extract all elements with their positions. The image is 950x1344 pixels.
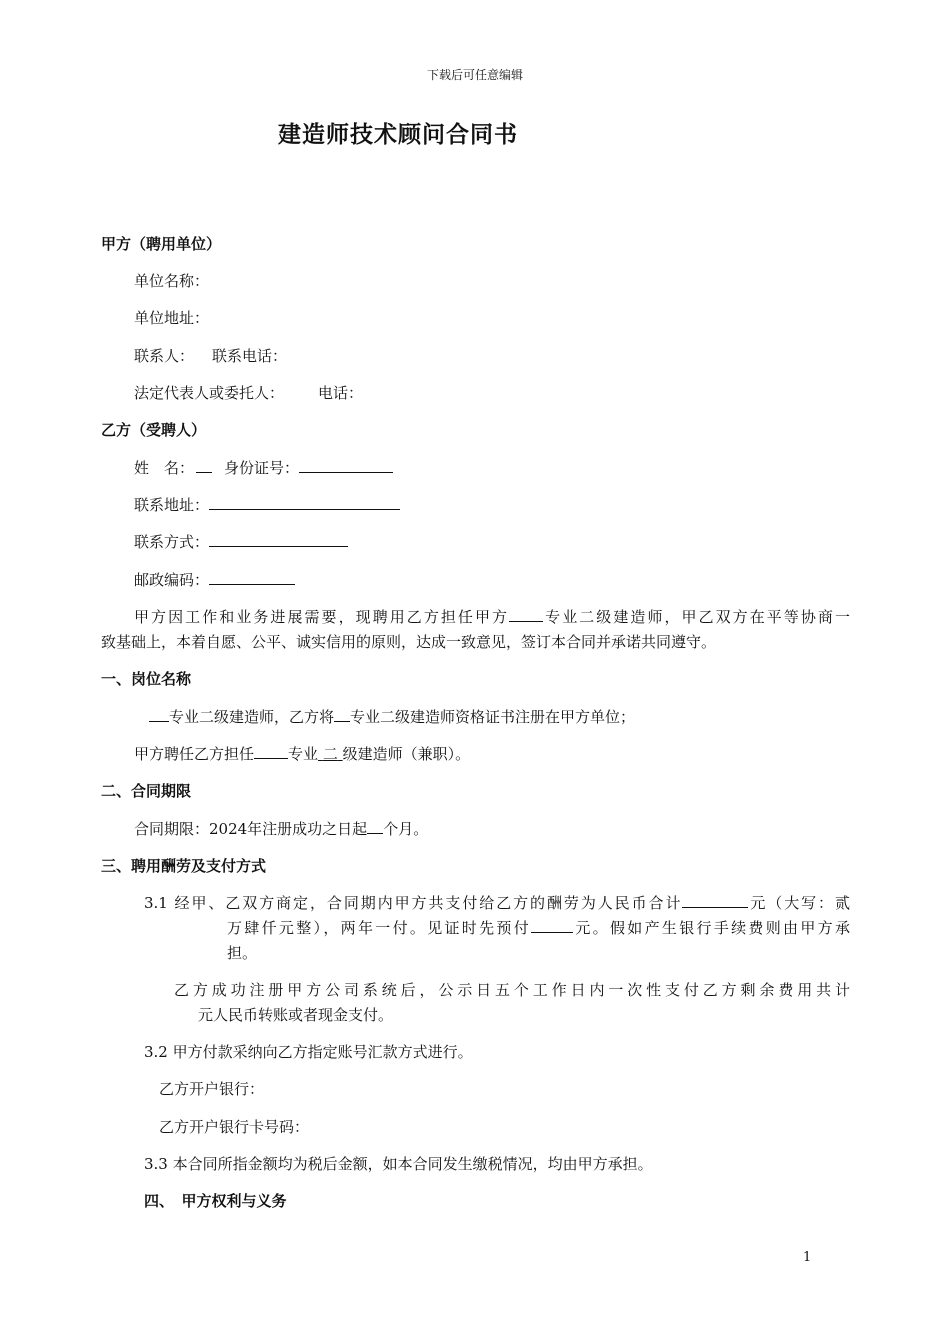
name-id-row xyxy=(134,457,393,478)
clause-3-2: 3.2 甲方付款采纳向乙方指定账号汇款方式进行。 xyxy=(144,1043,473,1061)
intro-major-blank[interactable] xyxy=(509,607,543,622)
clause-3-1-line-3: 担。 xyxy=(227,944,258,962)
party-b-heading: 乙方（受聘人） xyxy=(101,421,207,439)
page-number: 1 xyxy=(803,1250,812,1265)
legal-rep-row xyxy=(134,382,363,403)
id-blank[interactable] xyxy=(299,458,393,473)
party-a-heading: 甲方（聘用单位） xyxy=(101,235,222,253)
contact-row xyxy=(134,345,287,366)
prepay-blank[interactable] xyxy=(531,918,573,933)
contact-phone-label: 联系电话： xyxy=(212,347,288,365)
postcode-row xyxy=(134,569,295,590)
card-label: 乙方开户银行卡号码： xyxy=(159,1118,310,1136)
unit-name-label: 单位名称： xyxy=(134,272,210,290)
total-amount-blank[interactable] xyxy=(682,893,748,908)
section-1-line-1: 专业二级建造师，乙方将 专业二级建造师资格证书注册在甲方单位； xyxy=(149,706,635,727)
s1-major-blank-2[interactable] xyxy=(334,707,350,722)
phone-label: 电话： xyxy=(318,384,364,402)
contact-method-blank[interactable] xyxy=(209,532,348,547)
clause-3-1-line-2: 万肆仟元整），两年一付。见证时先预付 元。假如产生银行手续费则由甲方承 xyxy=(227,919,850,937)
section-3-heading: 三、聘用酬劳及支付方式 xyxy=(101,857,267,875)
s1-major-blank-1[interactable] xyxy=(149,707,169,722)
intro-line-2: 致基础上，本着自愿、公平、诚实信用的原则，达成一致意见，签订本合同并承诺共同遵守。 xyxy=(101,633,717,651)
s2-months-blank[interactable] xyxy=(367,819,383,834)
postcode-label: 邮政编码： xyxy=(134,571,210,589)
section-2-line-1: 合同期限：2024年注册成功之日起 个月。 xyxy=(134,820,429,838)
document-title: 建造师技术顾问合同书 xyxy=(278,122,518,148)
intro-line-1: 甲方因工作和业务进展需要，现聘用乙方担任甲方 专业二级建造师，甲乙双方在平等协商一 xyxy=(134,608,850,626)
page-header-note: 下载后可任意编辑 xyxy=(426,68,523,82)
registration-line-1: 乙方成功注册甲方公司系统后，公示日五个工作日内一次性支付乙方剩余费用共计 xyxy=(174,981,850,999)
address-label: 联系地址： xyxy=(134,496,210,514)
address-row xyxy=(134,494,400,515)
section-2-heading: 二、合同期限 xyxy=(101,782,192,800)
s1-major-blank-3[interactable] xyxy=(254,744,288,759)
unit-address-label: 单位地址： xyxy=(134,309,210,327)
s1-level: 二 xyxy=(322,745,338,763)
clause-3-1-line-1: 3.1 经甲、乙双方商定，合同期内甲方共支付给乙方的酬劳为人民币合计 元（大写：贰 xyxy=(144,894,850,912)
section-1-heading: 一、岗位名称 xyxy=(101,670,192,688)
contact-method-label: 联系方式： xyxy=(134,533,210,551)
bank-label: 乙方开户银行： xyxy=(159,1080,265,1098)
name-blank[interactable] xyxy=(196,458,212,473)
name-label: 姓 名： xyxy=(134,459,195,477)
address-blank[interactable] xyxy=(209,495,400,510)
contact-method-row xyxy=(134,531,348,552)
registration-line-2: 元人民币转账或者现金支付。 xyxy=(198,1006,394,1024)
section-1-line-2: 甲方聘任乙方担任 专业 二 级建造师（兼职）。 xyxy=(134,745,471,763)
legal-rep-label: 法定代表人或委托人： xyxy=(134,384,285,402)
id-label: 身份证号： xyxy=(224,459,300,477)
clause-3-3: 3.3 本合同所指金额均为税后金额，如本合同发生缴税情况，均由甲方承担。 xyxy=(144,1155,653,1173)
contact-person-label: 联系人： xyxy=(134,347,195,365)
postcode-blank[interactable] xyxy=(209,570,295,585)
section-4-heading: 四、 甲方权利与义务 xyxy=(144,1192,287,1210)
